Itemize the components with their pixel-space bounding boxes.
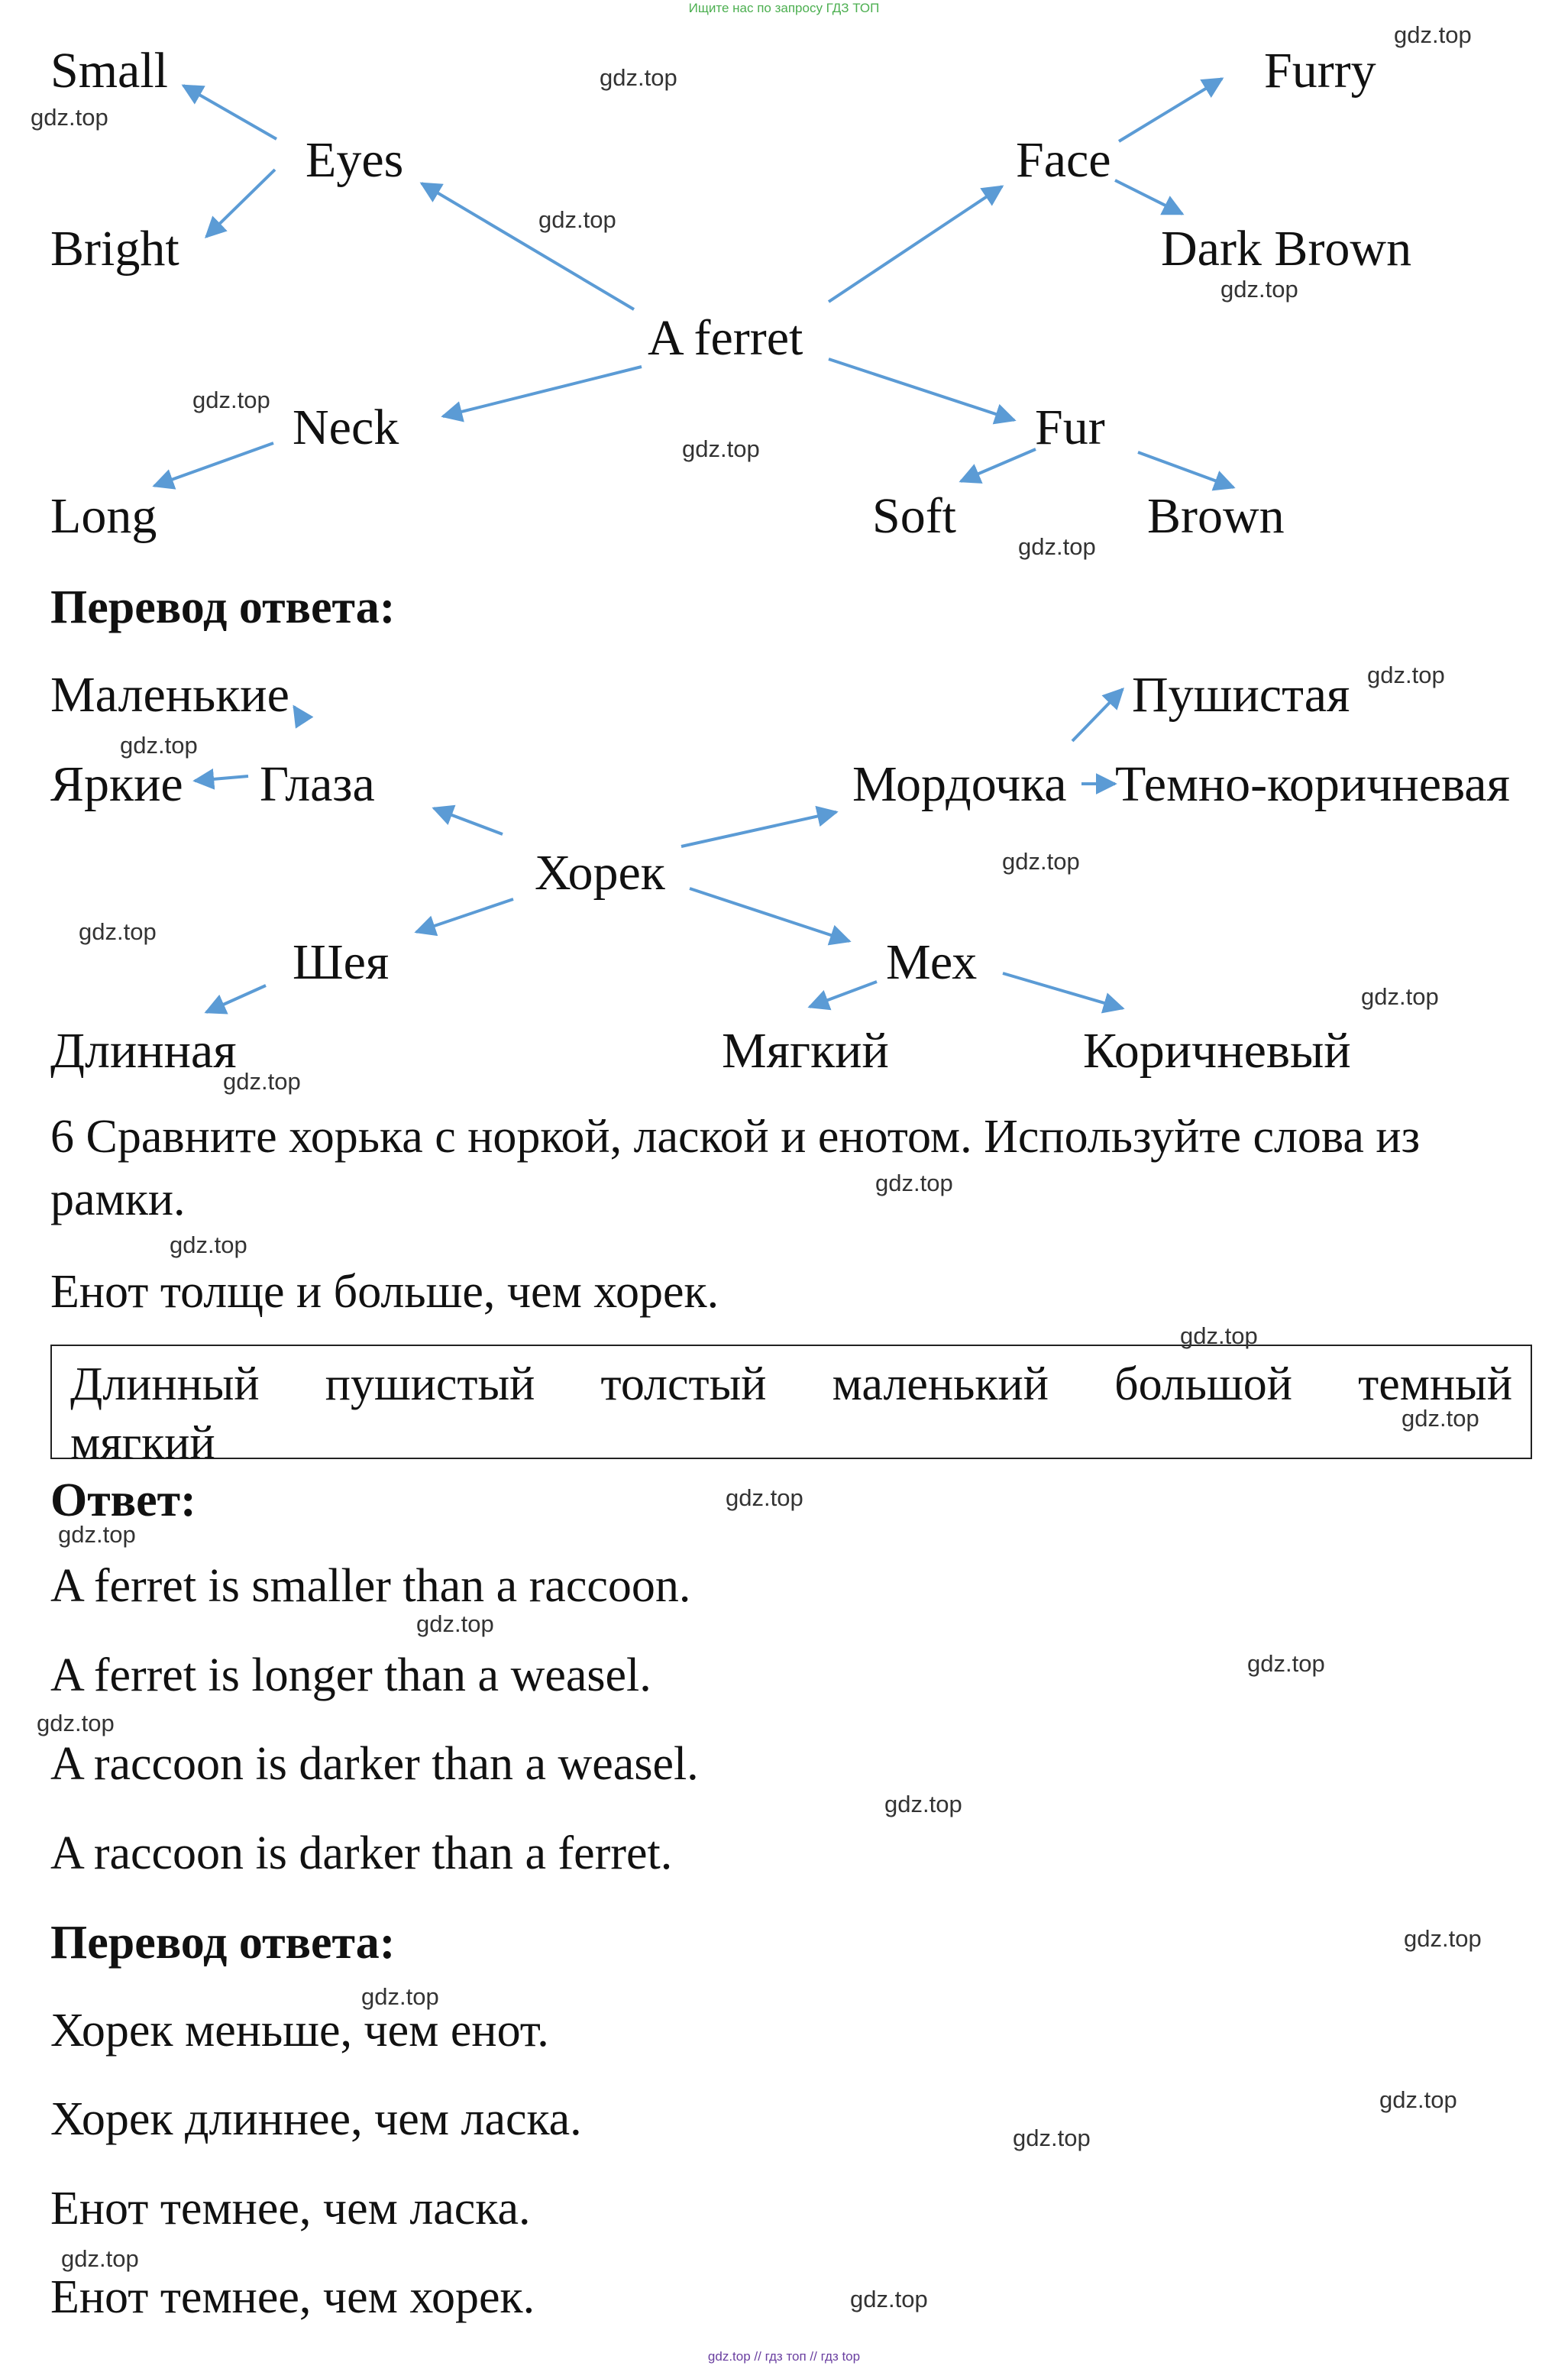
watermark: gdz.top (1367, 662, 1445, 688)
watermark: gdz.top (37, 1710, 115, 1736)
watermark: gdz.top (1018, 533, 1096, 560)
arrow-face-furry (1119, 79, 1222, 141)
word-ru-neck: Шея (293, 934, 390, 990)
answer-heading: Ответ: (50, 1474, 196, 1526)
arrow-face-darkbrown (1115, 180, 1182, 214)
answer-2: A ferret is longer than a weasel. (50, 1649, 651, 1701)
translation-heading-2: Перевод ответа: (50, 1917, 396, 1969)
word-small: Small (50, 43, 169, 99)
watermark: gdz.top (1394, 21, 1472, 48)
word-dark-brown: Dark Brown (1161, 221, 1412, 277)
arrow-ru-center-face (681, 812, 836, 846)
word-ru-small: Маленькие (50, 667, 289, 723)
arrow-fur-soft (961, 449, 1036, 481)
task6-example: Енот толще и больше, чем хорек. (50, 1266, 719, 1318)
watermark: gdz.top (192, 387, 270, 413)
watermark: gdz.top (361, 1983, 439, 2010)
translation-2: Хорек длиннее, чем ласка. (50, 2093, 582, 2145)
top-note: Ищите нас по запросу ГДЗ ТОП (688, 1, 880, 15)
arrow-fur-brown (1138, 452, 1233, 487)
word-eyes: Eyes (306, 132, 404, 188)
arrow-eyes-small (183, 86, 276, 139)
word-box (50, 1345, 1532, 1469)
watermark: gdz.top (1220, 276, 1298, 303)
watermark: gdz.top (1180, 1322, 1258, 1349)
watermark: gdz.top (1361, 983, 1439, 1010)
arrow-center-neck (443, 367, 642, 416)
watermark: gdz.top (875, 1170, 953, 1196)
watermark: gdz.top (1247, 1650, 1325, 1677)
watermark: gdz.top (170, 1231, 247, 1258)
task6-instruction: 6 Сравните хорька с норкой, лаской и енотом. Используйте слова из рамки. (50, 1111, 1421, 1225)
watermark: gdz.top (31, 104, 108, 131)
watermark: gdz.top (1404, 1925, 1482, 1952)
word-furry: Furry (1264, 43, 1376, 99)
word-fur: Fur (1035, 400, 1105, 455)
word-ru-soft: Мягкий (722, 1023, 889, 1079)
translation-3: Енот темнее, чем ласка. (50, 2183, 531, 2235)
watermark: gdz.top (120, 732, 198, 759)
translation-4: Енот темнее, чем хорек. (50, 2271, 535, 2323)
watermark: gdz.top (1002, 848, 1080, 875)
watermark: gdz.top (61, 2245, 139, 2272)
arrow-ru-fur-soft (810, 982, 877, 1007)
word-ru-furry: Пушистая (1132, 667, 1350, 723)
watermark: gdz.top (538, 206, 616, 233)
footer-note: gdz.top // гдз топ // гдз top (707, 2349, 861, 2364)
answer-1: A ferret is smaller than a raccoon. (50, 1560, 691, 1612)
watermark: gdz.top (1013, 2125, 1091, 2151)
word-ru-face: Мордочка (852, 756, 1067, 812)
word-ru-bright: Яркие (50, 756, 183, 812)
word-box-line2: мягкий (70, 1416, 215, 1469)
arrow-ru-neck-long (206, 985, 266, 1012)
word-brown: Brown (1147, 488, 1285, 544)
arrow-center-fur (829, 359, 1014, 420)
word-ru-long: Длинная (50, 1023, 237, 1079)
translation-1: Хорек меньше, чем енот. (50, 2005, 549, 2057)
word-ru-brown: Коричневый (1083, 1023, 1351, 1079)
arrow-center-face (829, 186, 1002, 302)
word-bright: Bright (50, 221, 179, 277)
arrow-ru-center-neck (416, 899, 513, 932)
arrow-ru-small (294, 707, 304, 722)
watermark: gdz.top (682, 435, 760, 462)
arrow-ru-bright (195, 776, 248, 781)
watermark: gdz.top (223, 1068, 301, 1095)
watermark: gdz.top (416, 1610, 494, 1637)
watermark: gdz.top (884, 1791, 962, 1817)
word-box-line1: Длинный пушистый толстый маленький большой темный (70, 1358, 1512, 1410)
answer-3: A raccoon is darker than a weasel. (50, 1738, 699, 1790)
arrow-ru-center-eyes (434, 808, 503, 834)
arrow-ru-center-fur (690, 888, 849, 941)
translation-heading-1: Перевод ответа: (50, 581, 396, 633)
arrow-neck-long (154, 443, 273, 486)
word-soft: Soft (872, 488, 957, 544)
arrow-ru-fur-brown (1003, 973, 1123, 1008)
answer-4: A raccoon is darker than a ferret. (50, 1827, 673, 1879)
word-face: Face (1016, 132, 1111, 188)
word-center-ferret: A ferret (648, 310, 803, 366)
arrow-center-eyes (422, 183, 634, 309)
watermark: gdz.top (79, 918, 157, 945)
word-long: Long (50, 488, 157, 544)
watermark: gdz.top (600, 64, 677, 91)
word-ru-center: Хорек (535, 845, 665, 901)
watermark: gdz.top (726, 1484, 803, 1511)
word-ru-eyes: Глаза (260, 756, 375, 812)
watermark: gdz.top (1402, 1405, 1479, 1432)
word-neck: Neck (293, 400, 399, 455)
word-ru-dark-brown: Темно-коричневая (1115, 756, 1510, 812)
arrow-ru-face-furry (1072, 689, 1123, 741)
watermark: gdz.top (1379, 2086, 1457, 2113)
word-ru-fur: Мех (886, 934, 978, 990)
watermark: gdz.top (58, 1521, 136, 1548)
arrow-eyes-bright (206, 170, 275, 237)
watermark: gdz.top (850, 2286, 928, 2312)
